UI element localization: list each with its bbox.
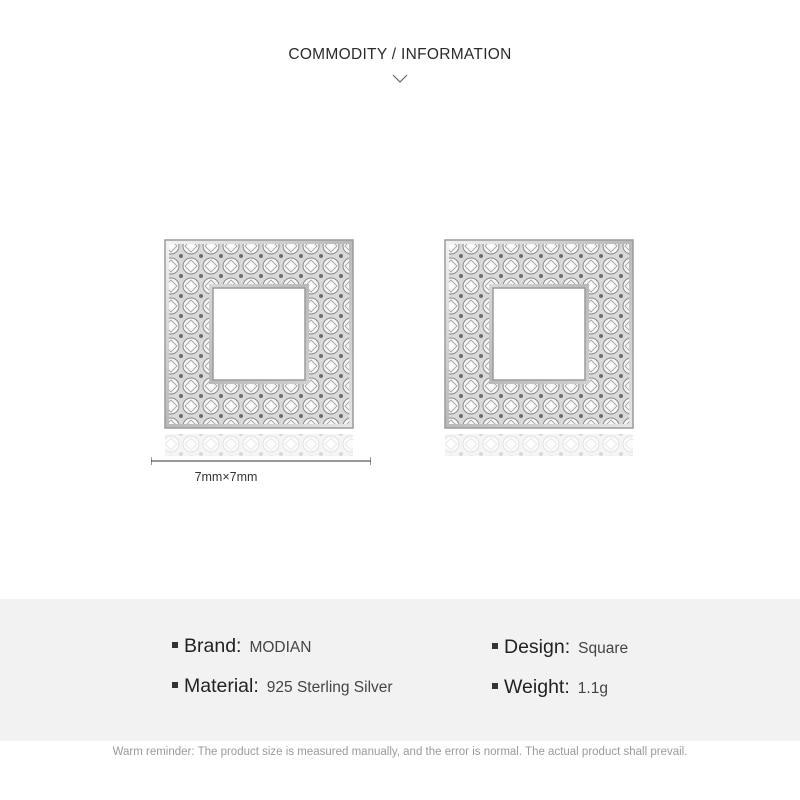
spec-brand-value: MODIAN	[249, 639, 312, 656]
chevron-down-icon	[392, 74, 408, 84]
spec-design	[492, 636, 628, 659]
warm-reminder-text: Warm reminder: The product size is measured manually, and the error is normal. The actual product shall prevail.	[112, 746, 688, 758]
spec-panel	[0, 599, 800, 741]
spec-weight-label: Weight:	[504, 676, 570, 698]
spec-material-value: 925 Sterling Silver	[266, 679, 393, 696]
spec-material	[172, 675, 393, 698]
spec-design-value: Square	[578, 640, 629, 657]
dimension-line	[151, 456, 371, 466]
bullet-icon	[172, 642, 178, 648]
spec-material-label: Material:	[184, 675, 259, 697]
square-earring-right-image	[441, 236, 637, 432]
spec-brand-label: Brand:	[184, 635, 242, 657]
bullet-icon	[492, 683, 498, 689]
page-title: COMMODITY / INFORMATION	[288, 46, 512, 63]
square-earring-left-image	[161, 236, 357, 432]
spec-design-label: Design:	[504, 636, 571, 658]
bullet-icon	[492, 643, 498, 649]
bullet-icon	[172, 682, 178, 688]
dimension-label: 7mm×7mm	[194, 470, 258, 484]
product-image	[0, 220, 800, 480]
earring-reflection-right	[441, 434, 637, 464]
spec-weight-value: 1.1g	[577, 680, 608, 697]
spec-brand	[172, 635, 311, 658]
spec-weight	[492, 676, 608, 699]
